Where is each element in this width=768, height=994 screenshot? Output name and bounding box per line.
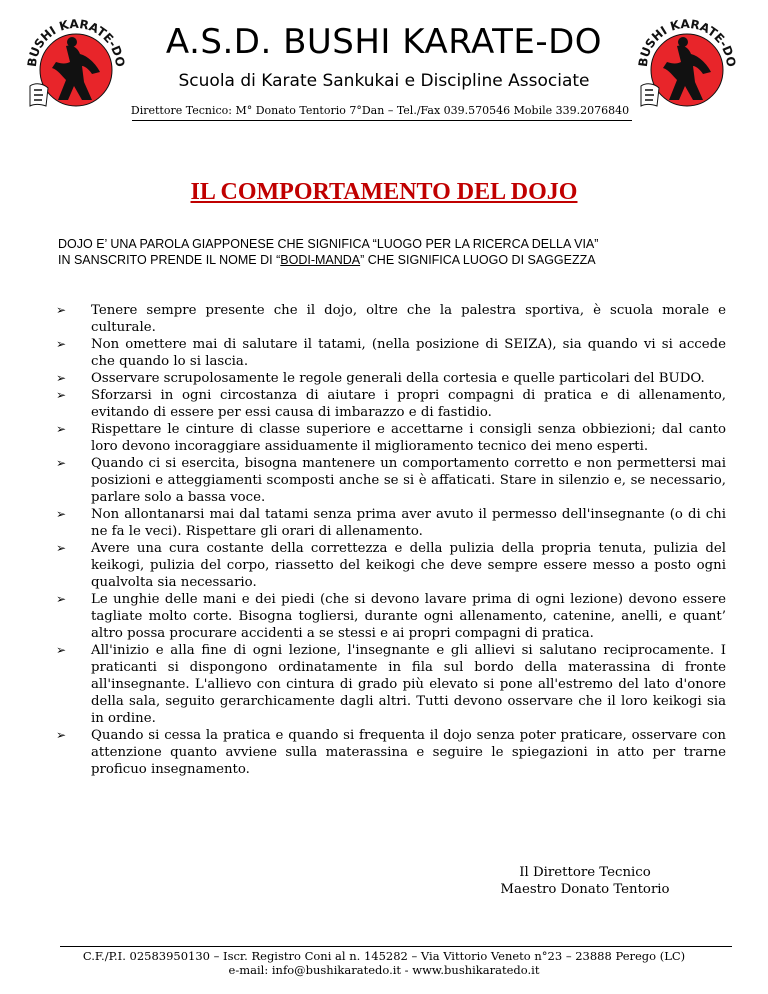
svg-text:BUSHI KARATE-DO: BUSHI KARATE-DO [635,16,739,68]
intro-text [58,236,728,268]
list-item [56,387,726,421]
signature-role: Il Direttore Tecnico [519,865,651,880]
rules-list [56,302,726,778]
list-item [56,370,726,387]
rule-text: All'inizio e alla fine di ogni lezione, l'insegnante e gli allievi si salutano reciprocamente. I praticanti si dispongono ordinatamente in fila sul bordo della materassina di fronte all'insegnante. L'allievo con cintura di grado più elevato si pone all'estremo del lato d'onore della sala, seguito gerarchicamente dagli altri. Tutti devono osservare che il loro keikogi sia in ordine. [91,643,726,726]
org-name: A.S.D. BUSHI KARATE-DO [165,22,603,62]
footer-legal: C.F./P.I. 02583950130 – Iscr. Registro Coni al n. 145282 – Via Vittorio Veneto n°23 – 23888 Perego (LC) [82,949,686,963]
list-item [56,642,726,727]
list-item [56,727,726,778]
list-item [56,336,726,370]
footer-contacts: e-mail: info@bushikaratedo.it - www.bushikaratedo.it [228,963,540,977]
arrow-bullet-icon: ➢ [56,303,67,317]
footer-divider [60,946,732,947]
footer [0,949,768,977]
list-item [56,421,726,455]
document-title: IL COMPORTAMENTO DEL DOJO [190,179,578,205]
arrow-bullet-icon: ➢ [56,422,67,436]
signature-name: Maestro Donato Tentorio [500,882,670,897]
arrow-bullet-icon: ➢ [56,592,67,606]
director-line: Direttore Tecnico: M° Donato Tentorio 7°Dan – Tel./Fax 039.570546 Mobile 339.2076840 [130,104,630,117]
intro-line-2-before: IN SANSCRITO PRENDE IL NOME DI “ [58,253,281,267]
intro-line-2 [58,252,728,268]
list-item [56,540,726,591]
arrow-bullet-icon: ➢ [56,728,67,742]
arrow-bullet-icon: ➢ [56,643,67,657]
rule-text: Avere una cura costante della correttezza e della pulizia della propria tenuta, pulizia del keikogi, pulizia del corpo, riassetto del keikogi che deve sempre essere messo a posto ogni qualvolta sia necessario. [91,541,726,590]
arrow-bullet-icon: ➢ [56,388,67,402]
list-item [56,455,726,506]
rule-text: Le unghie delle mani e dei piedi (che si devono lavare prima di ogni lezione) devono essere tagliate molto corte. Bisogna togliersi, durante ogni allenamento, catenine, anelli, e quant’ altro possa procurare accidenti a se stessi e ai propri compagni di pratica. [91,592,726,641]
arrow-bullet-icon: ➢ [56,371,67,385]
rule-text: Non allontanarsi mai dal tatami senza prima aver avuto il permesso dell'insegnante (o di chi ne fa le veci). Rispettare gli orari di allenamento. [91,507,726,539]
list-item [56,302,726,336]
list-item [56,591,726,642]
intro-line-1: DOJO E’ UNA PAROLA GIAPPONESE CHE SIGNIFICA “LUOGO PER LA RICERCA DELLA VIA” [58,237,599,251]
rule-text: Tenere sempre presente che il dojo, oltre che la palestra sportiva, è scuola morale e culturale. [91,303,726,335]
intro-term: BODI-MANDA [280,253,361,267]
header-divider [132,120,632,121]
org-subtitle: Scuola di Karate Sankukai e Discipline Associate [178,71,590,91]
arrow-bullet-icon: ➢ [56,541,67,555]
rule-text: Quando ci si esercita, bisogna mantenere un comportamento corretto e non permettersi mai posizioni e atteggiamenti scomposti anche se si è affaticati. Stare in silenzio e, se necessario, parlare solo a bassa voce. [91,456,726,505]
arrow-bullet-icon: ➢ [56,337,67,351]
rule-text: Quando si cessa la pratica e quando si frequenta il dojo senza poter praticare, osservare con attenzione quanto avviene sulla materassina e seguire le spiegazioni in atto per trarne proficuo insegnamento. [91,728,726,777]
rule-text: Non omettere mai di salutare il tatami, (nella posizione di SEIZA), sia quando vi si accede che quando lo si lascia. [91,337,726,369]
arrow-bullet-icon: ➢ [56,507,67,521]
list-item [56,506,726,540]
rule-text: Osservare scrupolosamente le regole generali della cortesia e quelle particolari del BUDO. [91,371,705,386]
arrow-bullet-icon: ➢ [56,456,67,470]
rule-text: Sforzarsi in ogni circostanza di aiutare i propri compagni di pratica e di allenamento, evitando di essere per essi causa di imbarazzo e di fastidio. [91,388,726,420]
rule-text: Rispettare le cinture di classe superiore e accettarne i consigli senza obbiezioni; dal canto loro devono incoraggiare assiduamente il miglioramento tecnico dei meno esperti. [91,422,726,454]
intro-line-2-after: ” CHE SIGNIFICA LUOGO DI SAGGEZZA [360,253,596,267]
signature-block [470,864,700,898]
svg-text:BUSHI KARATE-DO: BUSHI KARATE-DO [24,16,128,68]
